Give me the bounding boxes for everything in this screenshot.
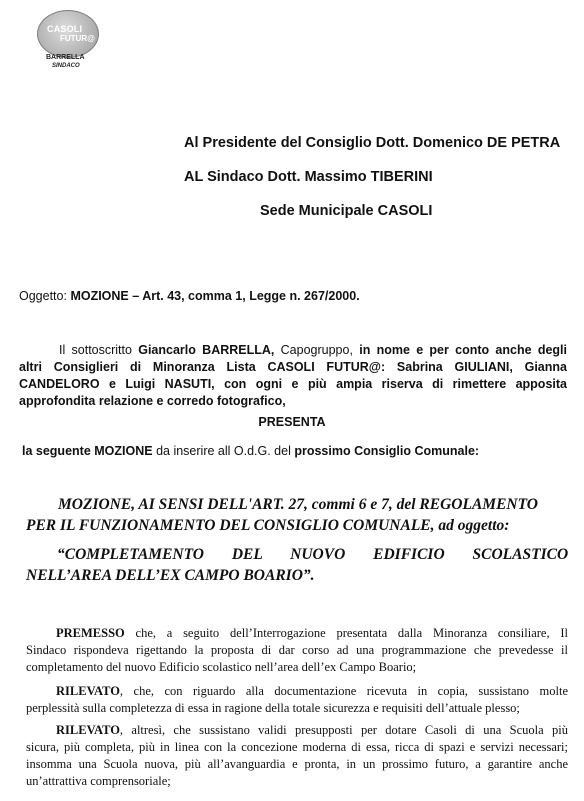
intro-text-a: Il sottoscritto	[59, 343, 139, 357]
premesso-line-2: Sindaco rispondeva rigettando la proposta di dar corso ad una programmazione che prevedesse il	[26, 643, 568, 657]
motion-intro-line	[22, 444, 479, 458]
addressee-seat: Sede Municipale CASOLI	[260, 203, 433, 219]
intro-text-d: in nome e per conto anche degli	[359, 343, 567, 357]
presenta-heading: PRESENTA	[258, 415, 326, 429]
intro-line-3: CANDELORO e Luigi NASUTI, con ogni e più ampia riserva di rimettere apposita	[19, 377, 567, 391]
rilevato-paragraph-1	[26, 683, 568, 717]
signatory-name: Giancarlo BARRELLA,	[138, 343, 275, 357]
rilevato2-line-4: un’attrattiva comprensoriale;	[26, 774, 171, 788]
rilevato2-keyword: RILEVATO	[56, 723, 120, 737]
addressee-mayor: AL Sindaco Dott. Massimo TIBERINI	[184, 169, 433, 185]
premesso-paragraph	[26, 625, 568, 676]
seguente-a: la seguente	[22, 444, 95, 458]
rilevato-paragraph-2	[26, 722, 568, 790]
seguente-c: da inserire all O.d.G. del	[152, 444, 295, 458]
party-logo	[34, 10, 102, 72]
motion-title-line-1: MOZIONE, AI SENSI DELL'ART. 27, commi 6 e 7, del REGOLAMENTO	[58, 496, 538, 513]
rilevato2-line-2: sicura, più completa, più in linea con la concezione moderna di essa, ricca di spazi e servizi necessari;	[26, 740, 568, 754]
rilevato2-line-3: insomma una Scuola nuova, più all’avanguardia e pronta, in un prossimo futuro, a garantire anche	[26, 757, 568, 771]
addressee-president: Al Presidente del Consiglio Dott. Domenico DE PETRA	[184, 135, 561, 151]
intro-line-4: approfondita relazione e corredo fotografico,	[19, 394, 286, 408]
logo-ribbon-role: SINDACO	[52, 63, 80, 69]
logo-ribbon-name: BARRELLA	[46, 54, 85, 61]
motion-title-line-2: PER IL FUNZIONAMENTO DEL CONSIGLIO COMUNALE, ad oggetto:	[26, 517, 510, 534]
motion-title-line-4: NELL’AREA DELL’EX CAMPO BOARIO”.	[26, 567, 315, 584]
premesso-keyword: PREMESSO	[56, 626, 125, 640]
subject-label: Oggetto:	[19, 289, 71, 303]
logo-text-casoli: CASOLI	[47, 24, 83, 34]
intro-paragraph	[19, 342, 567, 410]
intro-role: Capogruppo,	[274, 343, 360, 357]
logo-text-futura: FUTUR@	[60, 34, 95, 43]
rilevato2-line-1: , altresì, che sussistano validi presupposti per dotare Casoli di una Scuola più	[119, 723, 568, 737]
intro-line-2: altri Consiglieri di Minoranza Lista CASOLI FUTUR@: Sabrina GIULIANI, Gianna	[19, 360, 567, 374]
seguente-d: prossimo Consiglio Comunale:	[294, 444, 480, 458]
premesso-line-1: che, a seguito dell’Interrogazione presentata dalla Minoranza consiliare, Il	[124, 626, 568, 640]
rilevato1-keyword: RILEVATO	[56, 684, 120, 698]
seguente-b: MOZIONE	[94, 444, 153, 458]
rilevato1-line-2: perplessità sulla completezza di essa in ragione della totale sicurezza e requisiti dell’attuale plesso;	[26, 701, 520, 715]
motion-title-line-3: “COMPLETAMENTO DEL NUOVO EDIFICIO SCOLASTICO	[57, 546, 569, 563]
subject-text: MOZIONE – Art. 43, comma 1, Legge n. 267/2000.	[70, 289, 360, 303]
subject-line	[19, 289, 360, 304]
rilevato1-line-1: , che, con riguardo alla documentazione ricevuta in copia, sussistano molte	[119, 684, 568, 698]
premesso-line-3: completamento del nuovo Edificio scolastico nell’area dell’ex Campo Boario;	[26, 660, 417, 674]
